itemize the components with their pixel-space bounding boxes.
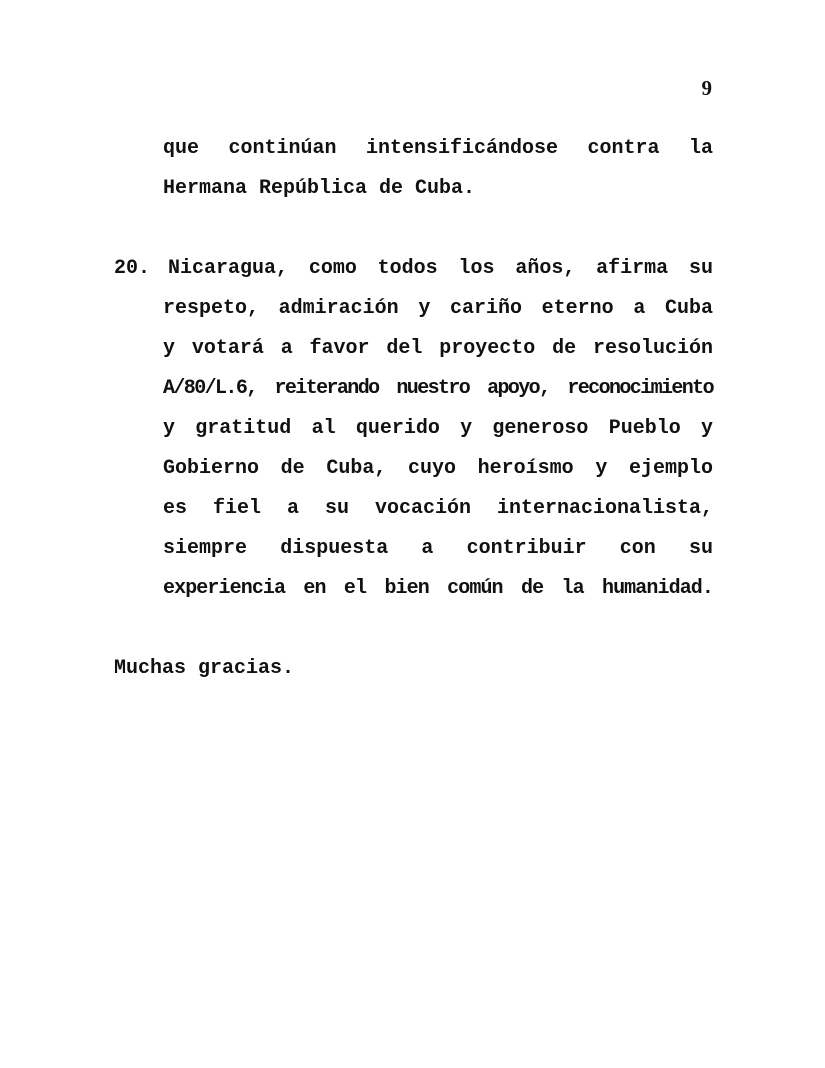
closing-text: Muchas gracias. <box>114 657 295 680</box>
text-line: y votará a favor del proyecto de resolución <box>163 337 713 360</box>
page-number: 9 <box>701 76 712 100</box>
text-line: A/80/L.6, reiterando nuestro apoyo, reconocimiento <box>163 377 713 400</box>
text-line: que continúan intensificándose contra la <box>163 137 713 160</box>
text-line: Nicaragua, como todos los años, afirma su <box>168 257 713 280</box>
paragraph-number: 20. <box>114 257 151 280</box>
text-line: experiencia en el bien común de la humanidad. <box>163 577 713 600</box>
text-line: y gratitud al querido y generoso Pueblo y <box>163 417 713 440</box>
text-line: siempre dispuesta a contribuir con su <box>163 537 713 560</box>
text-line: Gobierno de Cuba, cuyo heroísmo y ejemplo <box>163 457 713 480</box>
text-line: respeto, admiración y cariño eterno a Cuba <box>163 297 713 320</box>
text-line: es fiel a su vocación internacionalista, <box>163 497 713 520</box>
text-line: Hermana República de Cuba. <box>163 177 476 200</box>
